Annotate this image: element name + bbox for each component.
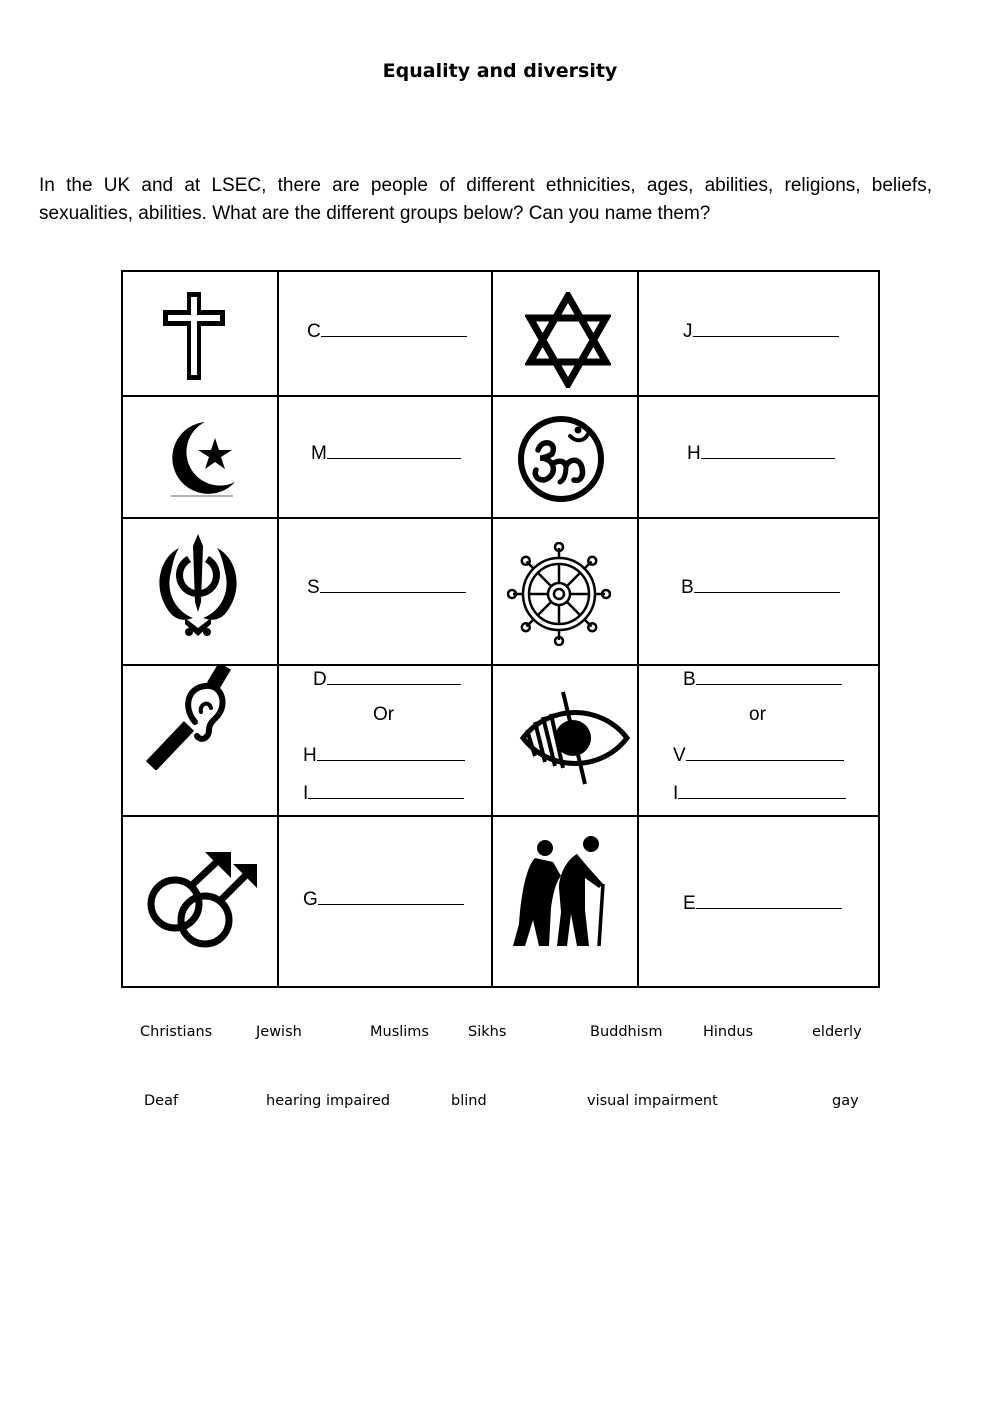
- answer-blank-row4-left-h[interactable]: [303, 742, 465, 767]
- answer-blank-row4-left-i[interactable]: [303, 780, 464, 805]
- word-bank-item: Buddhism: [590, 1024, 663, 1040]
- table-divider: [637, 272, 639, 986]
- answer-line[interactable]: [317, 742, 465, 761]
- table-divider: [123, 815, 878, 817]
- answer-blank-row2-right[interactable]: [687, 440, 835, 465]
- answer-prefix: J: [683, 321, 693, 342]
- khanda-icon: [153, 532, 243, 642]
- answer-line[interactable]: [308, 780, 464, 799]
- answer-line[interactable]: [694, 574, 840, 593]
- answer-line[interactable]: [678, 780, 846, 799]
- christian-cross-icon: [159, 288, 229, 384]
- word-bank-item: blind: [451, 1093, 487, 1109]
- answer-blank-row4-right-i[interactable]: [673, 780, 846, 805]
- elderly-couple-icon: [507, 832, 617, 950]
- symbols-table: [121, 270, 880, 988]
- word-bank-item: visual impairment: [587, 1093, 718, 1109]
- answer-line[interactable]: [696, 666, 842, 685]
- answer-line[interactable]: [686, 742, 844, 761]
- star-of-david-icon: [525, 292, 611, 388]
- or-separator: Or: [373, 704, 395, 725]
- answer-prefix: C: [307, 321, 321, 342]
- answer-prefix: I: [673, 783, 679, 804]
- answer-blank-row3-right[interactable]: [681, 574, 840, 599]
- table-divider: [123, 517, 878, 519]
- or-separator: or: [749, 704, 766, 725]
- dharma-wheel-icon: [507, 542, 611, 646]
- answer-blank-row1-right[interactable]: [683, 318, 839, 343]
- crescent-star-icon: [163, 416, 243, 502]
- answer-line[interactable]: [327, 440, 461, 459]
- word-bank-item: Sikhs: [468, 1024, 507, 1040]
- worksheet-title: Equality and diversity: [382, 60, 618, 82]
- answer-blank-row3-left[interactable]: [307, 574, 466, 599]
- answer-prefix: V: [673, 745, 686, 766]
- answer-blank-row5-right[interactable]: [683, 890, 842, 915]
- answer-prefix: I: [303, 783, 309, 804]
- answer-prefix: E: [683, 893, 696, 914]
- table-divider: [277, 272, 279, 986]
- answer-blank-row4-right-v[interactable]: [673, 742, 844, 767]
- answer-prefix: H: [303, 745, 317, 766]
- answer-blank-row1-left[interactable]: [307, 318, 467, 343]
- answer-prefix: B: [683, 669, 696, 690]
- word-bank-item: elderly: [812, 1024, 862, 1040]
- answer-line[interactable]: [696, 890, 842, 909]
- answer-line[interactable]: [318, 886, 464, 905]
- word-bank-item: Christians: [140, 1024, 213, 1040]
- answer-blank-row4-left-d[interactable]: [313, 666, 461, 691]
- table-divider: [491, 272, 493, 986]
- answer-line[interactable]: [327, 666, 461, 685]
- answer-prefix: D: [313, 669, 327, 690]
- answer-blank-row4-right-b[interactable]: [683, 666, 842, 691]
- answer-line[interactable]: [693, 318, 839, 337]
- answer-blank-row5-left[interactable]: [303, 886, 464, 911]
- instructions-paragraph: In the UK and at LSEC, there are people of different ethnicities, ages, abilities, religions, beliefs, sexualities, abilities. What are the different groups below? Can you name them?: [39, 175, 932, 224]
- answer-prefix: G: [303, 889, 318, 910]
- word-bank-item: gay: [832, 1093, 859, 1109]
- word-bank-item: Hindus: [703, 1024, 754, 1040]
- answer-prefix: S: [307, 577, 320, 598]
- visual-impairment-eye-icon: [519, 690, 631, 786]
- gay-male-symbol-icon: [143, 848, 261, 948]
- answer-blank-row2-left[interactable]: [311, 440, 461, 465]
- hearing-impaired-icon: [143, 664, 243, 770]
- answer-line[interactable]: [701, 440, 835, 459]
- word-bank-item: hearing impaired: [266, 1093, 391, 1109]
- om-symbol-icon: [516, 414, 606, 504]
- answer-prefix: B: [681, 577, 694, 598]
- table-divider: [123, 395, 878, 397]
- answer-line[interactable]: [321, 318, 467, 337]
- word-bank-item: Deaf: [144, 1093, 179, 1109]
- answer-prefix: H: [687, 443, 701, 464]
- answer-prefix: M: [311, 443, 327, 464]
- answer-line[interactable]: [320, 574, 466, 593]
- word-bank-item: Muslims: [370, 1024, 429, 1040]
- word-bank-item: Jewish: [256, 1024, 302, 1040]
